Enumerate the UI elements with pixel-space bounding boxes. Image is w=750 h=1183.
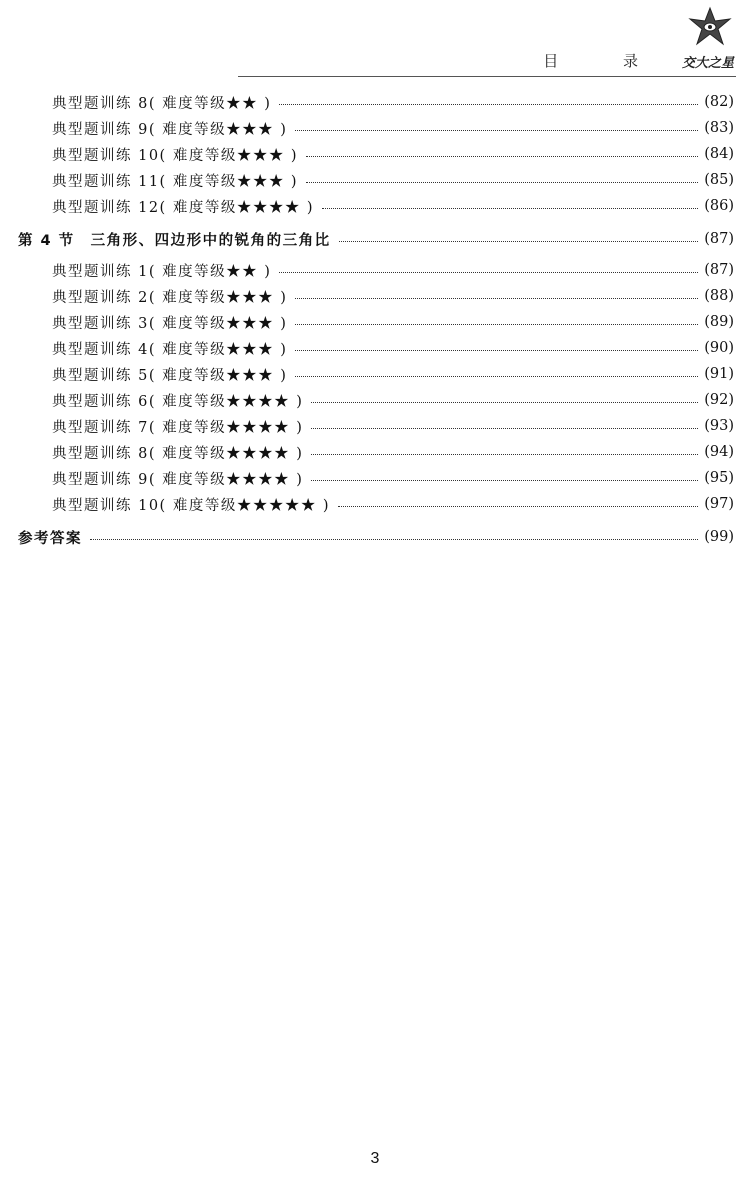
toc-entry-title: 典型题训练 9( 难度等级★★★ ) — [52, 121, 288, 138]
page-number: 3 — [370, 1150, 380, 1167]
toc-entry — [52, 387, 734, 413]
toc-entry — [52, 335, 734, 361]
dot-leader — [311, 428, 698, 429]
toc-entry — [52, 465, 734, 491]
toc-entry-page: (90) — [704, 340, 734, 356]
toc-entry-page: (82) — [704, 94, 734, 110]
dot-leader — [306, 182, 698, 183]
dot-leader — [306, 156, 698, 157]
toc-entry-page: (84) — [704, 146, 734, 162]
dot-leader — [295, 350, 698, 351]
dot-leader — [295, 376, 698, 377]
toc-entry-title: 典型题训练 8( 难度等级★★★★ ) — [52, 445, 304, 462]
brand-name: 交大之星 — [681, 56, 734, 71]
star-logo-icon — [680, 6, 736, 50]
toc-entry-page: (92) — [704, 392, 734, 408]
dot-leader — [279, 104, 698, 105]
toc-entry — [52, 439, 734, 465]
toc-entry — [52, 413, 734, 439]
toc-entry-title: 典型题训练 8( 难度等级★★ ) — [52, 95, 272, 112]
dot-leader — [311, 402, 698, 403]
toc-entry-title: 典型题训练 12( 难度等级★★★★ ) — [52, 199, 315, 216]
dot-leader — [311, 480, 698, 481]
toc-entry-title: 典型题训练 2( 难度等级★★★ ) — [52, 289, 288, 306]
toc-entry-page: (91) — [704, 366, 734, 382]
toc-entry — [52, 89, 734, 115]
toc-entry — [52, 167, 734, 193]
toc-entry-page: (87) — [704, 231, 734, 247]
toc-entry-title: 典型题训练 3( 难度等级★★★ ) — [52, 315, 288, 332]
toc-entry-page: (97) — [704, 496, 734, 512]
toc-entry-title: 典型题训练 10( 难度等级★★★★★ ) — [52, 497, 331, 514]
toc-entry-page: (94) — [704, 444, 734, 460]
toc-entry-page: (95) — [704, 470, 734, 486]
toc-section-entry — [18, 226, 734, 252]
toc-entry-page: (86) — [704, 198, 734, 214]
toc-entry-title: 典型题训练 7( 难度等级★★★★ ) — [52, 419, 304, 436]
toc-entry — [52, 491, 734, 517]
toc-entry — [52, 193, 734, 219]
dot-leader — [338, 506, 698, 507]
toc-entry-title: 典型题训练 6( 难度等级★★★★ ) — [52, 393, 304, 410]
dot-leader — [339, 241, 699, 242]
dot-leader — [279, 272, 698, 273]
toc-entry-page: (93) — [704, 418, 734, 434]
toc-entry — [52, 257, 734, 283]
dot-leader — [90, 539, 698, 540]
toc-entry-title: 典型题训练 5( 难度等级★★★ ) — [52, 367, 288, 384]
toc-entry-page: (83) — [704, 120, 734, 136]
toc-entry-title: 典型题训练 11( 难度等级★★★ ) — [52, 173, 299, 190]
toc-entry-page: (85) — [704, 172, 734, 188]
toc-entry-title: 典型题训练 9( 难度等级★★★★ ) — [52, 471, 304, 488]
toc-entry-title: 参考答案 — [18, 530, 82, 547]
dot-leader — [295, 324, 698, 325]
toc-entry-title: 第 4 节 三角形、四边形中的锐角的三角比 — [18, 232, 331, 249]
dot-leader — [322, 208, 698, 209]
toc-entry — [52, 115, 734, 141]
dot-leader — [311, 454, 698, 455]
toc-entry — [52, 141, 734, 167]
header-title: 目 录 — [543, 52, 668, 70]
toc-entry-page: (99) — [704, 529, 734, 545]
toc-section-entry — [18, 524, 734, 550]
toc-entry-page: (88) — [704, 288, 734, 304]
toc-entry-title: 典型题训练 4( 难度等级★★★ ) — [52, 341, 288, 358]
page-header — [238, 46, 736, 77]
toc-entry-title: 典型题训练 1( 难度等级★★ ) — [52, 263, 272, 280]
toc-entry-title: 典型题训练 10( 难度等级★★★ ) — [52, 147, 299, 164]
toc-entry-page: (87) — [704, 262, 734, 278]
toc-entry — [52, 283, 734, 309]
toc-entry — [52, 309, 734, 335]
toc-entry — [52, 361, 734, 387]
dot-leader — [295, 130, 698, 131]
toc-entry-page: (89) — [704, 314, 734, 330]
dot-leader — [295, 298, 698, 299]
